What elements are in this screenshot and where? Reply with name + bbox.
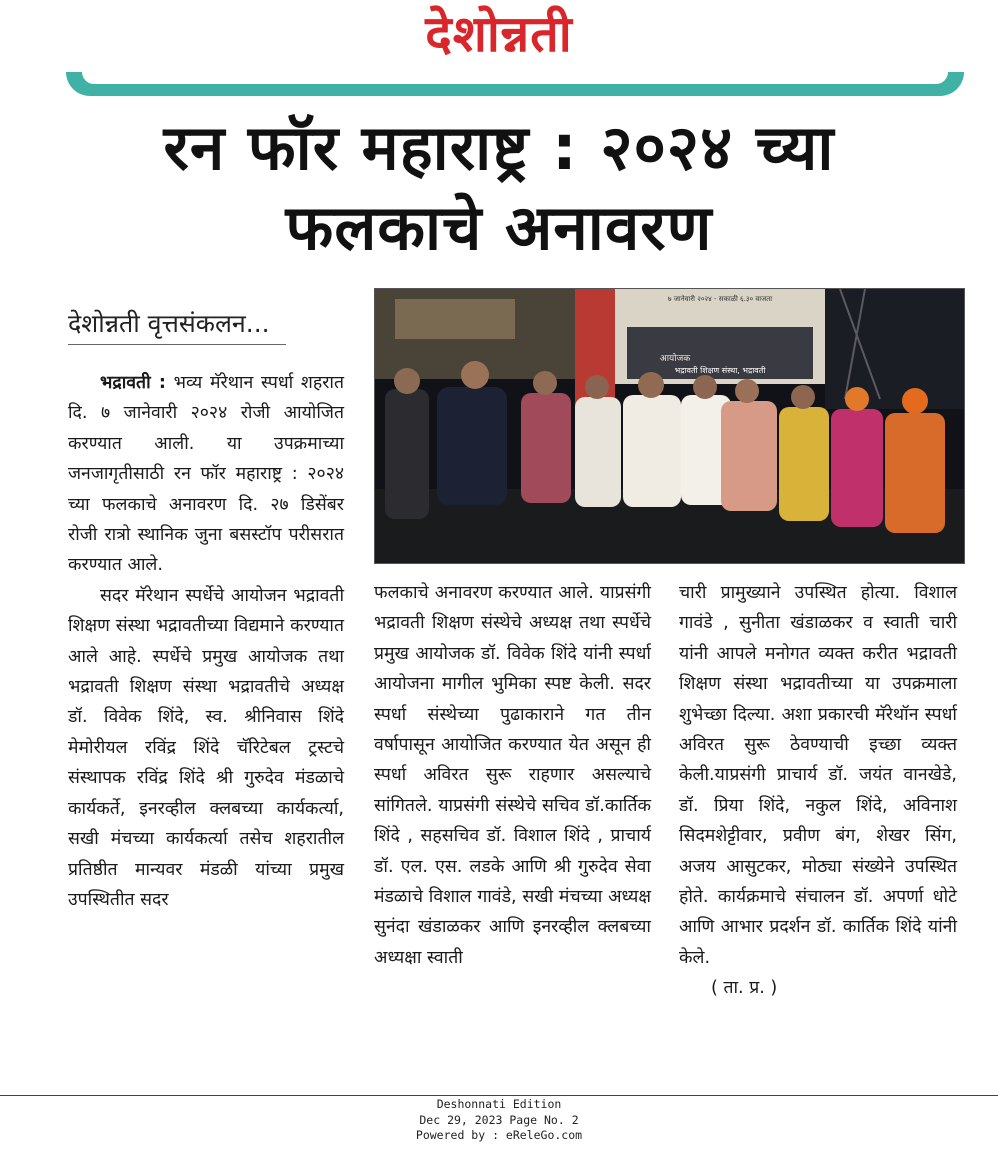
article-column-1 (68, 368, 344, 915)
article-headline (40, 108, 958, 268)
paragraph-1-text: भव्य मॅरेथान स्पर्धा शहरात दि. ७ जानेवारी २०२४ रोजी आयोजित करण्यात आली. या उपक्रमाच्या जनजागृतीसाठी रन फॉर महाराष्ट्र : २०२४ च्या फलकाचे अनावरण दि. २७ डिसेंबर रोजी रात्रो स्थानिक जुना बसस्टॉप परीसरात करण्यात आले. (68, 373, 345, 576)
article-column-3 (679, 578, 957, 1004)
masthead-divider-inner (82, 72, 948, 84)
footer-divider (0, 1095, 998, 1096)
headline-line-2: फलकाचे अनावरण (285, 191, 713, 264)
byline-underline (68, 344, 286, 345)
footer-edition: Deshonnati Edition (436, 1097, 562, 1111)
event-photo (374, 288, 965, 564)
banner-date: ७ जानेवारी २०२४ - सकाळी ६.३० वाजता (667, 295, 773, 303)
newspaper-logo: देशोन्नती (425, 4, 573, 63)
footer-powered-by: Powered by : eReleGo.com (415, 1128, 583, 1142)
event-photo-illustration (375, 289, 964, 563)
article-paragraph-4: चारी प्रामुख्याने उपस्थित होत्या. विशाल गावंडे , सुनीता खंडाळकर व स्वाती चारी यांनी आपले मनोगत व्यक्त करीत भद्रावती शिक्षण संस्था भद्रावतीच्या या उपक्रमाला शुभेच्छा दिल्या. अशा प्रकारची मॅरेथॉन स्पर्धा अविरत सुरू ठेवण्याची इच्छा व्यक्त केली.याप्रसंगी प्राचार्य डॉ. जयंत वानखेडे, डॉ. प्रिया शिंदे, नकुल शिंदे, अविनाश सिदमशेट्टीवार, प्रवीण बंग, शेखर सिंग, अजय आसुटकर, मोठ्या संख्येने उपस्थित होते. कार्यक्रमाचे संचालन डॉ. अपर्णा धोटे आणि आभार प्रदर्शन डॉ. कार्तिक शिंदे यांनी केले. (679, 583, 957, 968)
footer-date-page: Dec 29, 2023 Page No. 2 (419, 1112, 579, 1127)
article-paragraph-1 (68, 368, 344, 581)
masthead (0, 0, 998, 72)
article-dateline: भद्रावती : (100, 373, 166, 393)
banner-org: भद्रावती शिक्षण संस्था, भद्रावती (674, 366, 766, 375)
article-paragraph-3: फलकाचे अनावरण करण्यात आले. याप्रसंगी भद्रावती शिक्षण संस्थेचे अध्यक्ष तथा स्पर्धेचे प्रमुख आयोजक डॉ. विवेक शिंदे यांनी स्पर्धा आयोजना मागील भुमिका स्पष्ट केली. सदर स्पर्धा संस्थेच्या पुढाकाराने गत तीन वर्षापासून आयोजित करण्यात येत असून ही स्पर्धा अविरत सुरू राहणार असल्याचे सांगितले. याप्रसंगी संस्थेचे सचिव डॉ.कार्तिक शिंदे , सहसचिव डॉ. विशाल शिंदे , प्राचार्य डॉ. एल. एस. लडके आणि श्री गुरुदेव सेवा मंडळाचे विशाल गावंडे, सखी मंचच्या अध्यक्ष सुनंदा खंडाळकर आणि इनरव्हील क्लबच्या अध्यक्षा स्वाती (374, 583, 651, 968)
banner-label: आयोजक (659, 354, 691, 364)
headline-line-1: रन फॉर महाराष्ट्र : २०२४ च्या (163, 111, 835, 184)
article-paragraph-2: सदर मॅरेथान स्पर्धेचे आयोजन भद्रावती शिक्षण संस्था भद्रावतीच्या विद्यमाने करण्यात आले आहे. स्पर्धेचे प्रमुख आयोजक तथा भद्रावती शिक्षण संस्था भद्रावतीचे अध्यक्ष डॉ. विवेक शिंदे, स्व. श्रीनिवास शिंदे मेमोरीयल रविंद्र शिंदे चॅरिटेबल ट्रस्टचे संस्थापक रविंद्र शिंदे श्री गुरुदेव मंडळाचे कार्यकर्ते, इनरव्हील क्लबच्या कार्यकर्त्या, सखी मंचच्या कार्यकर्त्या तसेच शहरातील प्रतिष्ठीत मान्यवर मंडळी यांच्या प्रमुख उपस्थितीत सदर (68, 585, 344, 910)
page-footer (0, 1097, 998, 1144)
article-signoff: ( ता. प्र. ) (711, 978, 778, 999)
article-byline: देशोन्नती वृत्तसंकलन... (68, 309, 270, 338)
article-column-2 (374, 578, 651, 973)
